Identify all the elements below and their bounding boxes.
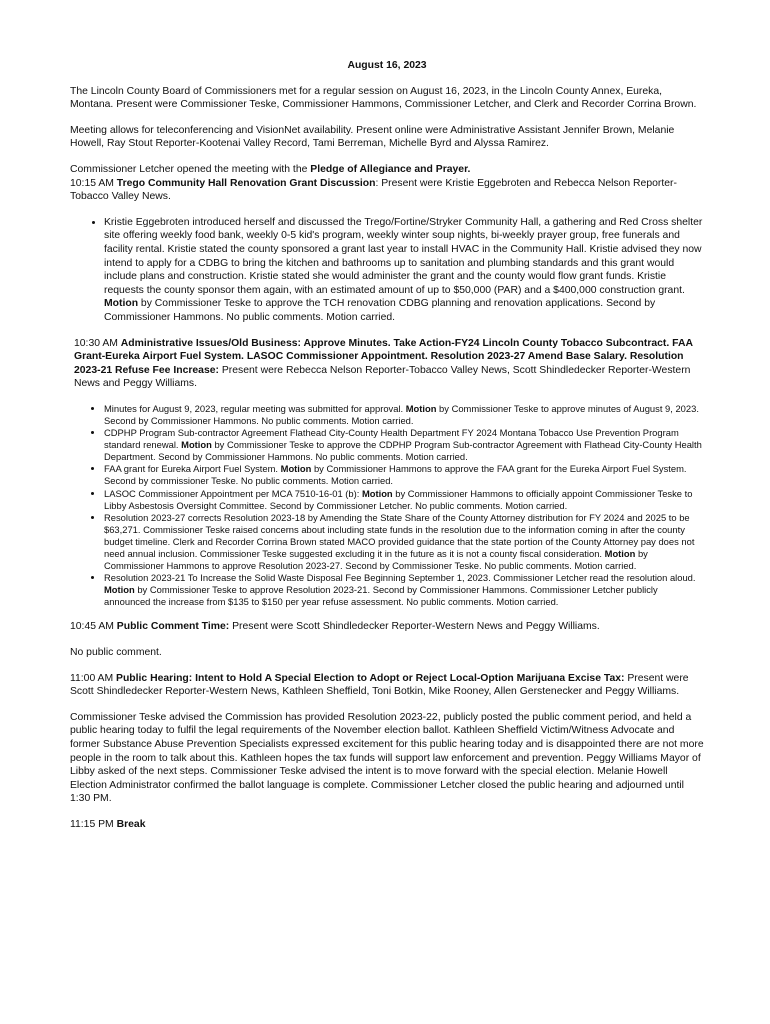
admin-heading: Administrative Issues/Old Business: Approve Minutes. Take Action-FY24 Lincoln County Tobacco Subcontract. FAA Grant-Eureka Airport Fuel System. LASOC Commissioner Appointment. Resolution 2023-27 Amend Base Salary. Resolution 2023-21 Refuse Fee Increase: <box>74 337 693 376</box>
admin-list <box>70 403 704 609</box>
page-title: August 16, 2023 <box>347 60 427 71</box>
hearing-body-paragraph: Commissioner Teske advised the Commission has provided Resolution 2023-22, publicly posted the public comment period, and held a public hearing today to fulfil the legal requirements of the November election ballot. Kathleen Sheffield Victim/Witness Advocate and former Substance Abuse Prevention Specialists expressed excitement for this public hearing today and is disappointed there are not more people in the room to talk about this. Kathleen hopes the tax funds will support law enforcement and prevention. Peggy Williams Mayor of Libby asked of the next steps. Commissioner Teske advised the intent is to move forward with the special election. Melanie Howell Election Administrator confirmed the ballot language is complete. Commissioner Letcher closed the public hearing and adjourned until 1:30 PM. <box>70 711 704 805</box>
list-item: • FAA grant for Eureka Airport Fuel System. Motion by Commissioner Hammons to approve the FAA grant for the Eureka Airport Fuel System. Second by commissioner Teske. No public comments. Motion carried. <box>104 463 704 487</box>
list-item: • Minutes for August 9, 2023, regular meeting was submitted for approval. Motion by Commissioner Teske to approve minutes of August 9, 2023. Second by Commissioner Hammons. No public comments. Motion carried. <box>104 403 704 427</box>
trego-list <box>70 216 704 325</box>
list-item: • CDPHP Program Sub-contractor Agreement Flathead City-County Health Department FY 2024 Montana Tobacco Use Prevention Program standard renewal. Motion by Commissioner Teske to approve the CDPHP Program Sub-contractor Agreement with Flathead City-County Health Department. Second by Commissioner Hammons. No public comments. Motion carried. <box>104 427 704 463</box>
intro-paragraph: The Lincoln County Board of Commissioners met for a regular session on August 16, 2023, in the Lincoln County Annex, Eureka, Montana. Present were Commissioner Teske, Commissioner Hammons, Commissioner Letcher, and Clerk and Recorder Corrina Brown. <box>70 85 697 111</box>
admin-paragraph: 10:30 AM Administrative Issues/Old Business: Approve Minutes. Take Action-FY24 Lincoln County Tobacco Subcontract. FAA Grant-Eureka Airport Fuel System. LASOC Commissioner Appointment. Resolution 2023-27 Amend Base Salary. Resolution 2023-21 Refuse Fee Increase: Present were Rebecca Nelson Reporter-Tobacco Valley News, Scott Shindledecker Reporter-Western News and Peggy Williams. <box>74 337 693 390</box>
public-comment-heading: Public Comment Time: <box>116 621 230 633</box>
list-item: • LASOC Commissioner Appointment per MCA 7510-16-01 (b): Motion by Commissioner Hammons to officially appoint Commissioner Teske to Libby Asbestosis Oversight Committee. Second by Commissioner Letcher. No public comments. Motion carried. <box>104 488 704 512</box>
pledge-heading: Pledge of Allegiance and Prayer. <box>310 163 471 175</box>
break-heading: Break <box>116 819 146 830</box>
list-item: • Kristie Eggebroten introduced herself and discussed the Trego/Fortine/Stryker Community Hall, a gathering and Red Cross shelter site offering weekly food bank, weekly 0-5 kid's program, weekly winter soup nights, bi-weekly prayer group, free funerals and facility rental. Kristie stated the county sponsored a grant last year to install HVAC in the Community Hall. Kristie advised they now intend to apply for a CDBG to bring the kitchen and bathrooms up to sanitation and plumbing standards and this grant would include plans and construction. Kristie stated she would administer the grant and the county would flow grant funds. Kristie requests the county sponsor them again, with an estimated amount of up to $50,000 (PAR) and a $400,000 construction grant. Motion by Commissioner Teske to approve the TCH renovation CDBG planning and renovation applications. Second by Commissioner Hammons. No public comments. Motion carried. <box>104 216 704 325</box>
break-paragraph: 11:15 PM Break <box>70 819 146 830</box>
hearing-heading: Public Hearing: Intent to Hold A Special Election to Adopt or Reject Local-Option Marijuana Excise Tax: <box>116 672 625 684</box>
list-item: • Resolution 2023-27 corrects Resolution 2023-18 by Amending the State Share of the County Attorney distribution for FY 2024 and 2025 to be $63,271. Commissioner Teske raised concerns about including state funds in the resolution due to the information coming in after the county budget timeline. Clerk and Recorder Corrina Brown stated MACO provided guidance that the state portion of the County Attorney pay does not need annual inclusion. Commissioner Teske suggested excluding it in the future as it is not a county fiscal consideration. Motion by Commissioner Hammons to approve Resolution 2023-27. Second by Commissioner Teske. No public comments. Motion carried. <box>104 512 704 572</box>
trego-heading: Trego Community Hall Renovation Grant Discussion <box>116 177 376 189</box>
hearing-paragraph: 11:00 AM Public Hearing: Intent to Hold A Special Election to Adopt or Reject Local-Option Marijuana Excise Tax: Present were Scott Shindledecker Reporter-Western News, Kathleen Sheffield, Toni Botkin, Mike Rooney, Allen Gerstenecker and Peggy Williams. <box>70 672 689 698</box>
list-item: • Resolution 2023-21 To Increase the Solid Waste Disposal Fee Beginning September 1, 2023. Commissioner Letcher read the resolution aloud. Motion by Commissioner Teske to approve Resolution 2023-21. Second by Commissioner Hammons. Commissioner Letcher publicly announced the increase from $135 to $150 per year refuse assessment. No public comments. Motion carried. <box>104 572 704 608</box>
teleconference-paragraph: Meeting allows for teleconferencing and VisionNet availability. Present online were Administrative Assistant Jennifer Brown, Melanie Howell, Ray Stout Reporter-Kootenai Valley Record, Tami Berreman, Michelle Byrd and Alyssa Ramirez. <box>70 124 675 150</box>
opening-paragraph: Commissioner Letcher opened the meeting with the Pledge of Allegiance and Prayer. 10:15 AM Trego Community Hall Renovation Grant Discussion: Present were Kristie Eggebroten and Rebecca Nelson Reporter-Tobacco Valley News. <box>70 163 677 203</box>
minutes-page <box>70 59 704 844</box>
no-comment-paragraph: No public comment. <box>70 647 162 659</box>
public-comment-paragraph: 10:45 AM Public Comment Time: Present were Scott Shindledecker Reporter-Western News and Peggy Williams. <box>70 621 600 633</box>
